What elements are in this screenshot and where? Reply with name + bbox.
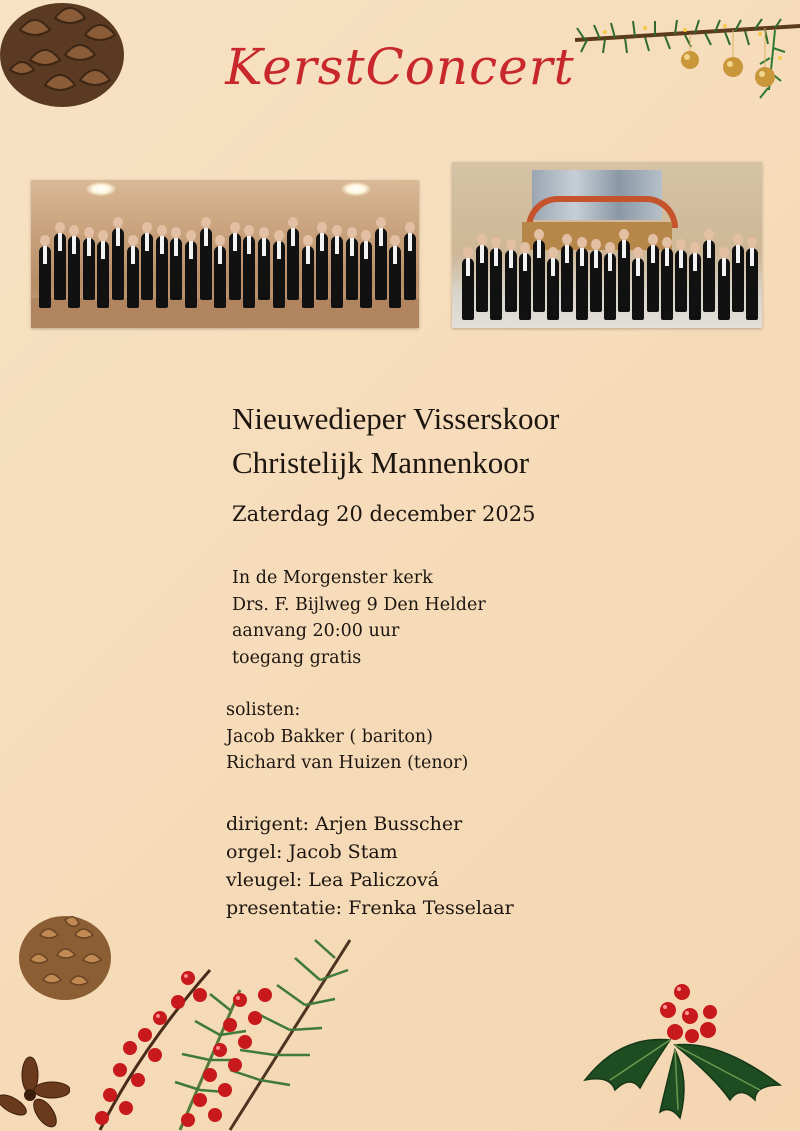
venue-line: toegang gratis (232, 647, 362, 668)
choir-member (185, 241, 197, 308)
choir-photo-2 (452, 162, 762, 328)
choir-names (232, 397, 559, 485)
credit-line: vleugel: Lea Paliczová (226, 869, 440, 891)
choir-member (156, 236, 168, 308)
choir-member (718, 258, 730, 320)
credits (226, 810, 514, 922)
choir-member (689, 253, 701, 320)
choir-member (127, 246, 139, 308)
choir-member (632, 258, 644, 320)
holly-icon (580, 980, 790, 1120)
choir-member (533, 240, 545, 312)
choir-member (476, 245, 488, 312)
venue-line: aanvang 20:00 uur (232, 621, 400, 641)
soloist: Richard van Huizen (tenor) (226, 753, 469, 773)
choir-member (287, 228, 299, 300)
venue-line: Drs. F. Bijlweg 9 Den Helder (232, 594, 486, 615)
choir-name: Christelijk Mannenkoor (232, 445, 530, 480)
choir-member (404, 233, 416, 300)
choir-photo-1 (31, 180, 419, 328)
choir-member (561, 245, 573, 312)
choir-member (647, 245, 659, 312)
choir-member (576, 248, 588, 320)
choir-member (590, 250, 602, 312)
choir-member (746, 248, 758, 320)
choir-member (83, 238, 95, 300)
choir-member (243, 236, 255, 308)
choir-member (389, 246, 401, 308)
choir-member (112, 228, 124, 300)
soloists (226, 697, 468, 777)
choir-member (316, 233, 328, 300)
credit-line: presentatie: Frenka Tesselaar (226, 897, 514, 919)
choir-member (141, 233, 153, 300)
choir-member (273, 241, 285, 308)
choir-name: Nieuwedieper Visserskoor (232, 401, 560, 436)
choir-member (604, 253, 616, 320)
page-title: KerstConcert (225, 38, 575, 96)
choir-member (200, 228, 212, 300)
choir-member (54, 233, 66, 300)
choir-member (519, 253, 531, 320)
choir-member (703, 240, 715, 312)
venue-info (232, 565, 486, 671)
choir-member (360, 241, 372, 308)
credit-line: orgel: Jacob Stam (226, 841, 398, 863)
choir-member (170, 238, 182, 300)
choir-member (39, 246, 51, 308)
soloist: Jacob Bakker ( bariton) (226, 726, 433, 747)
choir-member (331, 236, 343, 308)
choir-member (258, 238, 270, 300)
choir-member (97, 241, 109, 308)
choir-member (214, 246, 226, 308)
choir-member (302, 246, 314, 308)
choir-member (661, 248, 673, 320)
choir-member (732, 245, 744, 312)
choir-member (68, 236, 80, 308)
concert-date: Zaterdag 20 december 2025 (232, 502, 536, 526)
venue-line: In de Morgenster kerk (232, 568, 433, 588)
choir-member (229, 233, 241, 300)
choir-member (346, 238, 358, 300)
choir-member (505, 250, 517, 312)
choir-member (375, 228, 387, 300)
choir-member (675, 250, 687, 312)
choir-member (618, 240, 630, 312)
berry-branch-icon (60, 930, 360, 1131)
choir-member (547, 258, 559, 320)
credit-line: dirigent: Arjen Busscher (226, 813, 463, 835)
choir-member (490, 248, 502, 320)
soloists-heading: solisten: (226, 700, 301, 720)
choir-member (462, 258, 474, 320)
